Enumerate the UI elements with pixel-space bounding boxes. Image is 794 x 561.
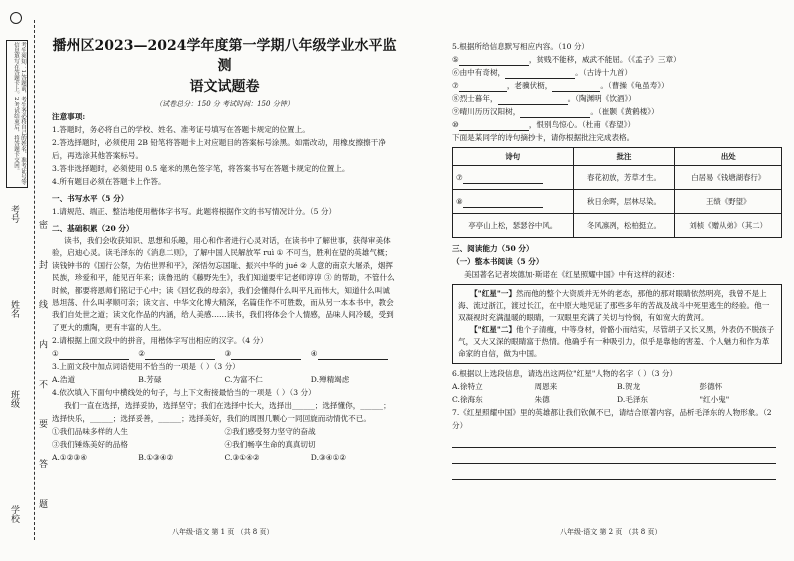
q4-item-1: ①我们品味多样的人生	[52, 427, 128, 437]
field-kaohao: 考号	[9, 205, 19, 223]
subsection-1-heading: （一）整本书阅读（5 分）	[452, 257, 544, 266]
table-row	[453, 166, 782, 190]
poem-table	[452, 147, 782, 238]
q5-num-2: ⑥	[452, 68, 460, 77]
question-1: 1.请规范、端正、整洁地使用楷体字书写。此题将根据作文的书写情况计分。（5 分）	[52, 207, 337, 216]
notice-1: 1.答题时，务必将自己的学校、姓名、准考证号填写在答题卡规定的位置上。	[52, 125, 310, 134]
q6-option-d[interactable]: D.毛泽东	[617, 395, 649, 404]
q4-text: 我们一直在选择，选择妥协，选择坚守；我们在选择中长大，选择出______；选择懂你，______；选择快乐，______；选择妥善，______；选择美好，我们的周围几颗心一同回旋而动情优不已。	[52, 401, 391, 424]
q3-option-b[interactable]: B.芳碌	[138, 375, 162, 385]
quote-2-label: 【"红星"二】	[470, 325, 517, 334]
quote-1-label: 【"红星"一】	[470, 289, 517, 298]
q6-options	[452, 380, 782, 406]
question-6: 6.根据以上选段信息，请选出这两位"红星"人物的名字（ ）（3 分）	[452, 369, 678, 378]
q4-option-a[interactable]: A.①②③④	[52, 453, 88, 463]
q2-label-1: ①	[52, 349, 59, 359]
page-one	[52, 36, 397, 464]
q6-option-b[interactable]: B.贺龙	[617, 382, 641, 391]
q2-blank-2[interactable]	[145, 350, 215, 360]
q6-option-b2: 彭德怀	[699, 382, 723, 391]
question-3: 3.上面文段中加点词语使用不恰当的一项是（ ）（3 分）	[52, 362, 240, 372]
q5-num-6: ⑩	[452, 120, 459, 129]
q5-line-3	[452, 79, 782, 92]
q5-line-6	[452, 118, 782, 131]
notice-2: 2.答选择题时，必须使用 2B 铅笔将答题卡上对应题目的答案标号涂黑。如需改动，用橡皮擦擦干净后，再选涂其他答案标号。	[52, 138, 386, 160]
notice-3: 3.答非选择题时，必须使用 0.5 毫米的黑色签字笔，将答案书写在答题卡规定的位置上。	[52, 164, 350, 173]
quote-1-text: 然而他的整个大资质并无外的老态，那他的那对眼睛依然明亮，我曾不是上海、流过浙江，渡过长江，在中原大地见证了那些多年的苦战及战斗中死里逃生的经验。他一双凝视时充满温暖的眼睛，一双眼里充满了关切与怜悯，有如宽大的黄河。	[458, 289, 770, 322]
q5-src-3: 。（曹操《龟虽寿》）	[600, 81, 669, 90]
q5-src-1: （《孟子》三章）	[627, 55, 681, 64]
q3-option-d[interactable]: D.殚精竭虑	[310, 375, 350, 385]
q5-text-2: 由中有奇树，	[459, 68, 506, 77]
q5-src-4: 。（陶渊明《饮酒》）	[567, 94, 636, 103]
q5-text-6: ，恨别鸟惊心。	[528, 120, 582, 129]
q6-option-a[interactable]: A.徐特立	[452, 382, 483, 391]
q5-blank-2[interactable]	[505, 69, 575, 79]
table-head-source: 出处	[675, 148, 782, 166]
section-1-heading: 一、书写水平（5 分）	[52, 194, 129, 203]
q5-line-5	[452, 105, 782, 118]
table-cell-note: 春花初放，芳草才生。	[573, 166, 675, 190]
q3-options	[52, 373, 397, 386]
q2-blank-1[interactable]	[59, 350, 129, 360]
q4-option-d[interactable]: D.③④①②	[310, 453, 347, 463]
q5-blank-5[interactable]	[520, 108, 590, 118]
field-xuexiao: 学校	[9, 505, 19, 523]
q4-item-2: ②我们感受努力坚守的奋战	[224, 427, 316, 437]
binding-hole	[10, 12, 22, 24]
reading-passage: 读书，我们会收获知识、思想和乐趣，用心和作者进行心灵对话，在读书中了解世事，获得审美体验，启迪心灵。读毛泽东的《消息二则》，了解中国人民解放军 ruì ① 不可当，胜利在望的英雄气概；读钱钟书的《国行公祭，为佑世界和平》，深悟勿忘国耻、振兴中华的 jué ② 人意的南京大屠杀，烟挥民族，珍爱和平，能见百年来；读鲁迅的《藤野先生》，我们知道要牢记老师谆谆 ③ 的帮助，不管什么时候，都要将恩师们铭记于心中；读《回忆我的母亲》，我们会懂得什么叫平凡而伟大，知道什么叫诚恳坦荡、什么叫孝顺可亲；读文言、中华文化博大精深，名篇佳作不可胜数，而从另一本本书中，教会我们自处世之道；读文化作品的内涵，给人美感……读书，我们将体会个人情感，品味人间冷暖，受到了更大的熏陶，更有丰富的人生。	[52, 236, 395, 332]
q5-blank-1[interactable]	[459, 56, 529, 66]
quote-2-text: 他个子清瘦，中等身材，骨骼小而结实，尽管胡子又长又黑，外表仍不脱孩子气，又大又深的眼睛富于热情。他确乎有一种吸引力，似乎是靠他的害羞、个人魅力和作为革命家的自信，做为中国。	[458, 325, 775, 358]
exam-title: 播州区2023—2024学年度第一学期八年级学业水平监测	[52, 38, 397, 74]
q5-num-3: ⑦	[452, 81, 459, 90]
q5-line-1	[452, 53, 782, 66]
table-cell-source: 刘桢《赠从弟》（其二）	[675, 214, 782, 238]
table-blank-8[interactable]	[463, 198, 543, 208]
page-two-footer: 八年级·语文 第 2 页 （共 8 页）	[560, 528, 662, 536]
page-one-footer: 八年级·语文 第 1 页 （共 8 页）	[172, 528, 274, 536]
table-row	[453, 214, 782, 238]
q5-text-4: 烈士暮年，	[459, 94, 498, 103]
q5-num-1: ⑤	[452, 55, 459, 64]
table-head-poem: 诗句	[453, 148, 574, 166]
table-cell-note: 冬风凛冽，松柏挺立。	[573, 214, 675, 238]
table-cell-poem: 亭亭山上松，瑟瑟谷中风。	[453, 214, 574, 238]
q5-num-4: ⑧	[452, 94, 460, 103]
q4-option-c[interactable]: C.③①④②	[224, 453, 260, 463]
section-2-heading: 二、基础积累（20 分）	[52, 224, 134, 233]
table-row	[453, 190, 782, 214]
table-cell-source: 王绩《野望》	[675, 190, 782, 214]
q6-option-a2: 周恩来	[534, 382, 558, 391]
quote-box	[452, 284, 782, 364]
q5-src-6: （杜甫《春望》）	[581, 120, 636, 129]
seal-line-text: 密 封 线 内 不 要 答 题	[37, 220, 47, 523]
section-3-heading: 三、阅读能力（50 分）	[452, 244, 534, 253]
answer-line[interactable]	[452, 448, 776, 464]
q5-blank-3a[interactable]	[459, 82, 507, 92]
notice-heading: 注意事项:	[52, 112, 86, 121]
answer-line[interactable]	[452, 464, 776, 480]
q5-blank-3b[interactable]	[552, 82, 600, 92]
q5-line-2	[452, 66, 782, 79]
question-5: 5.根据所给信息默写相应内容。（10 分）	[452, 42, 590, 51]
q2-label-3: ③	[224, 349, 232, 359]
table-cell-num: ⑦	[456, 173, 463, 182]
q6-option-d2: "红小鬼"	[699, 395, 730, 404]
q5-blank-6[interactable]	[459, 121, 529, 131]
notice-4: 4.所有题目必须在答题卡上作答。	[52, 177, 166, 186]
q5-text-3: ，老骥伏枥，	[506, 81, 553, 90]
q6-option-c2: 朱德	[534, 395, 550, 404]
table-cell-num: ⑧	[456, 197, 463, 206]
q4-items	[52, 425, 397, 451]
q4-options	[52, 451, 397, 464]
q5-text-1: ，贫贱不能移，威武不能屈。	[528, 55, 628, 64]
table-intro: 下面是某同学的诗句摘抄卡，请你根据批注完成表格。	[452, 133, 635, 142]
table-cell-note: 秋日余晖，层林尽染。	[573, 190, 675, 214]
answer-line[interactable]	[452, 432, 776, 448]
q4-item-4: ④我们畅享生命的真真切切	[224, 440, 316, 450]
q2-label-2: ②	[138, 349, 146, 359]
q3-option-c[interactable]: C.为富不仁	[224, 375, 263, 385]
q2-blank-4[interactable]	[318, 350, 388, 360]
seal-line	[34, 20, 35, 540]
q5-line-4	[452, 92, 782, 105]
field-banji: 班级	[9, 390, 19, 408]
q6-option-c[interactable]: C.徐海东	[452, 395, 483, 404]
binding-strip	[0, 0, 46, 561]
exam-subtitle: 语文试题卷	[189, 79, 260, 95]
exam-meta: （试卷总分：150 分 考试时间：150 分钟）	[155, 100, 294, 108]
quote-2	[458, 324, 776, 360]
question-7: 7.《红星照耀中国》里的英雄都让我们钦佩不已，请结合原著内容，品析毛泽东的人物形象。（2 分）	[452, 408, 772, 430]
q5-src-2: 。（古诗十九首）	[575, 68, 633, 77]
q5-blank-4[interactable]	[498, 95, 568, 105]
table-blank-7[interactable]	[463, 174, 543, 184]
binding-notice-box: 考生须知：1.答题前，考生务必将自己的姓名、准考证号等信息填写在答题卡上。2.考试结束后，将答题卡交回。	[6, 40, 28, 188]
question-2: 2.请根据上面文段中的拼音，用楷体字写出相应的汉字。（4 分）	[52, 336, 268, 346]
q2-blanks	[52, 347, 397, 360]
q2-label-4: ④	[310, 349, 318, 359]
page-two	[452, 40, 782, 480]
table-cell-source: 白居易《钱塘湖春行》	[675, 166, 782, 190]
q2-blank-3[interactable]	[231, 350, 301, 360]
table-head-note: 批注	[573, 148, 675, 166]
q3-option-a[interactable]: A.浩道	[52, 375, 76, 385]
question-4: 4.依次填入下面句中横线处的句子，与上下文衔接最恰当的一项是（ ）（3 分）	[52, 388, 316, 398]
field-xingming: 姓名	[9, 300, 19, 318]
reading-intro: 美国著名记者埃德加·斯诺在《红星照耀中国》中有这样的叙述：	[464, 270, 680, 279]
quote-1	[458, 288, 776, 324]
q4-item-3: ③我们锤炼美好的品格	[52, 440, 128, 450]
q5-text-5: 晴川历历汉阳树，	[459, 107, 521, 116]
q4-option-b[interactable]: B.①③④②	[138, 453, 174, 463]
q5-num-5: ⑨	[452, 107, 460, 116]
q5-src-5: 。（崔颢《黄鹤楼》）	[590, 107, 659, 116]
